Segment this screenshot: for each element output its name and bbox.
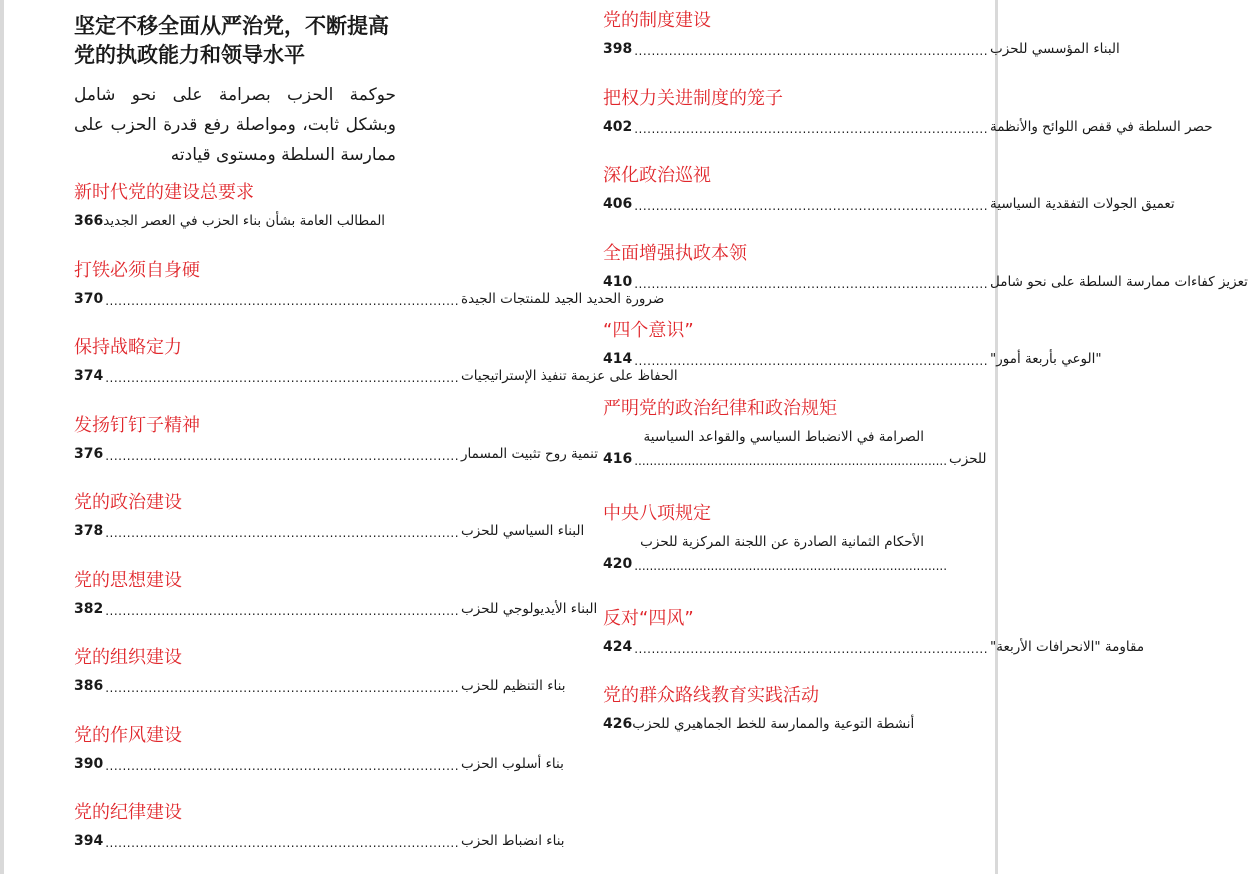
page-number: 426 — [603, 716, 633, 732]
leader-dots: .................................................................................. — [634, 122, 989, 136]
entry-title: ضرورة الحديد الجيد للمنتجات الجيدة — [461, 291, 665, 307]
page-number: 378 — [74, 523, 104, 539]
toc-entry[interactable] — [74, 675, 566, 697]
section-title: 把权力关进制度的笼子 — [603, 88, 783, 109]
entry-title: تعميق الجولات التفقدية السياسية — [990, 196, 1175, 212]
entry-title: مقاومة "الانحرافات الأربعة" — [990, 639, 1145, 655]
entry-title: تعزيز كفاءات ممارسة السلطة على نحو شامل — [990, 274, 1248, 290]
entry-title: البناء السياسي للحزب — [461, 523, 585, 539]
section-title: 党的思想建设 — [74, 570, 182, 591]
toc-section — [74, 800, 565, 852]
section-title: 打铁必须自身硬 — [74, 260, 200, 281]
entry-title: البناء الأيديولوجي للحزب — [461, 601, 598, 617]
entry-title: حصر السلطة في قفص اللوائح والأنظمة — [990, 119, 1213, 135]
toc-entry[interactable] — [603, 426, 987, 470]
page-number: 398 — [603, 41, 633, 57]
leader-dots: .................................................................................. — [634, 199, 989, 213]
toc-section — [603, 606, 1145, 658]
page-number: 386 — [74, 678, 104, 694]
section-title: 反对“四风” — [603, 608, 694, 629]
entry-title: البناء المؤسسي للحزب — [990, 41, 1120, 57]
section-title: 保持战略定力 — [74, 337, 182, 358]
toc-entry[interactable] — [74, 598, 598, 620]
section-title: 党的组织建设 — [74, 647, 182, 668]
section-title: 中央八项规定 — [603, 503, 711, 524]
page-number: 424 — [603, 639, 633, 655]
leader-dots: .................................................................................. — [634, 642, 989, 656]
page-number: 374 — [74, 368, 104, 384]
entry-title: الحفاظ على عزيمة تنفيذ الإستراتيجيات — [461, 368, 678, 384]
toc-section — [603, 8, 1120, 60]
toc-section — [603, 318, 1102, 370]
page-number: 370 — [74, 291, 104, 307]
page-number: 414 — [603, 351, 633, 367]
entry-title: أنشطة التوعية والممارسة للخط الجماهيري للحزب — [632, 716, 915, 732]
page-number: 406 — [603, 196, 633, 212]
section-title: 严明党的政治纪律和政治规矩 — [603, 398, 837, 419]
toc-entry[interactable] — [603, 38, 1120, 60]
leader-dots: .................................................................................. — [634, 354, 989, 368]
toc-section — [603, 86, 1213, 138]
toc-entry[interactable] — [603, 271, 1248, 293]
leader-dots: .................................................................................. — [105, 449, 460, 463]
toc-entry[interactable] — [74, 365, 678, 387]
toc-section — [74, 568, 598, 620]
toc-entry[interactable] — [74, 210, 396, 232]
page-number: 382 — [74, 601, 104, 617]
page-number: 394 — [74, 833, 104, 849]
page-number: 410 — [603, 274, 633, 290]
section-title: 党的纪律建设 — [74, 802, 182, 823]
toc-entry[interactable] — [603, 116, 1213, 138]
toc-section — [603, 241, 1248, 293]
leader-dots: .................................................................................. — [634, 44, 989, 58]
entry-title: المطالب العامة بشأن بناء الحزب في العصر الجديد — [103, 213, 386, 229]
page-number: 390 — [74, 756, 104, 772]
leader-dots: .................................................................................. — [634, 454, 948, 468]
toc-entry[interactable] — [74, 443, 598, 465]
entry-title-line2: للحزب — [949, 451, 987, 467]
chapter-title-zh: 坚定不移全面从严治党，不断提高党的执政能力和领导水平 — [74, 14, 389, 67]
entry-title-line1: الأحكام الثمانية الصادرة عن اللجنة المركزية للحزب — [640, 534, 924, 550]
section-title: “四个意识” — [603, 320, 694, 341]
leader-dots: .................................................................................. — [105, 294, 460, 308]
page-number: 402 — [603, 119, 633, 135]
toc-section — [603, 163, 1175, 215]
section-title: 党的作风建设 — [74, 725, 182, 746]
section-title: 党的群众路线教育实践活动 — [603, 685, 819, 706]
toc-entry[interactable] — [603, 348, 1102, 370]
leader-dots: .................................................................................. — [105, 759, 460, 773]
page-edge-left — [0, 0, 4, 874]
leader-dots: .................................................................................. — [634, 559, 948, 573]
entry-title: بناء أسلوب الحزب — [461, 756, 564, 772]
section-title: 发扬钉钉子精神 — [74, 415, 200, 436]
toc-section — [74, 180, 396, 232]
page-number: 420 — [603, 556, 633, 572]
toc-entry[interactable] — [603, 636, 1145, 658]
leader-dots: .................................................................................. — [105, 526, 460, 540]
leader-dots: .................................................................................. — [105, 836, 460, 850]
leader-dots: .................................................................................. — [105, 371, 460, 385]
section-title: 深化政治巡视 — [603, 165, 711, 186]
entry-title-line1: الصرامة في الانضباط السياسي والقواعد السياسية — [643, 429, 924, 445]
toc-entry[interactable] — [74, 288, 665, 310]
section-title: 党的制度建设 — [603, 10, 711, 31]
toc-section — [603, 501, 948, 575]
leader-dots: .................................................................................. — [105, 681, 460, 695]
section-title: 全面增强执政本领 — [603, 243, 747, 264]
toc-entry[interactable] — [603, 193, 1175, 215]
page-number: 416 — [603, 451, 633, 467]
toc-section — [603, 683, 924, 735]
section-title: 党的政治建设 — [74, 492, 182, 513]
toc-section — [603, 396, 987, 470]
entry-title: بناء التنظيم للحزب — [461, 678, 566, 694]
toc-section — [74, 645, 566, 697]
entry-title: تنمية روح تثبيت المسمار — [461, 446, 598, 462]
toc-section — [74, 490, 585, 542]
toc-entry[interactable] — [603, 713, 924, 735]
section-title: 新时代党的建设总要求 — [74, 182, 254, 203]
toc-section — [74, 413, 598, 465]
toc-entry[interactable] — [74, 753, 564, 775]
toc-section — [74, 723, 564, 775]
leader-dots: .................................................................................. — [105, 604, 460, 618]
leader-dots: .................................................................................. — [634, 277, 989, 291]
page-number: 366 — [74, 213, 104, 229]
entry-title: "الوعي بأربعة أمور" — [990, 351, 1102, 367]
toc-entry[interactable] — [74, 520, 585, 542]
chapter-title-ar: حوكمة الحزب بصرامة على نحو شامل وبشكل ثابت، ومواصلة رفع قدرة الحزب على ممارسة السلطة ومستوى قيادته — [74, 85, 396, 165]
toc-entry[interactable] — [74, 830, 565, 852]
toc-right-column — [603, 0, 1248, 874]
page-number: 376 — [74, 446, 104, 462]
entry-title: بناء انضباط الحزب — [461, 833, 565, 849]
toc-entry[interactable] — [603, 531, 948, 575]
